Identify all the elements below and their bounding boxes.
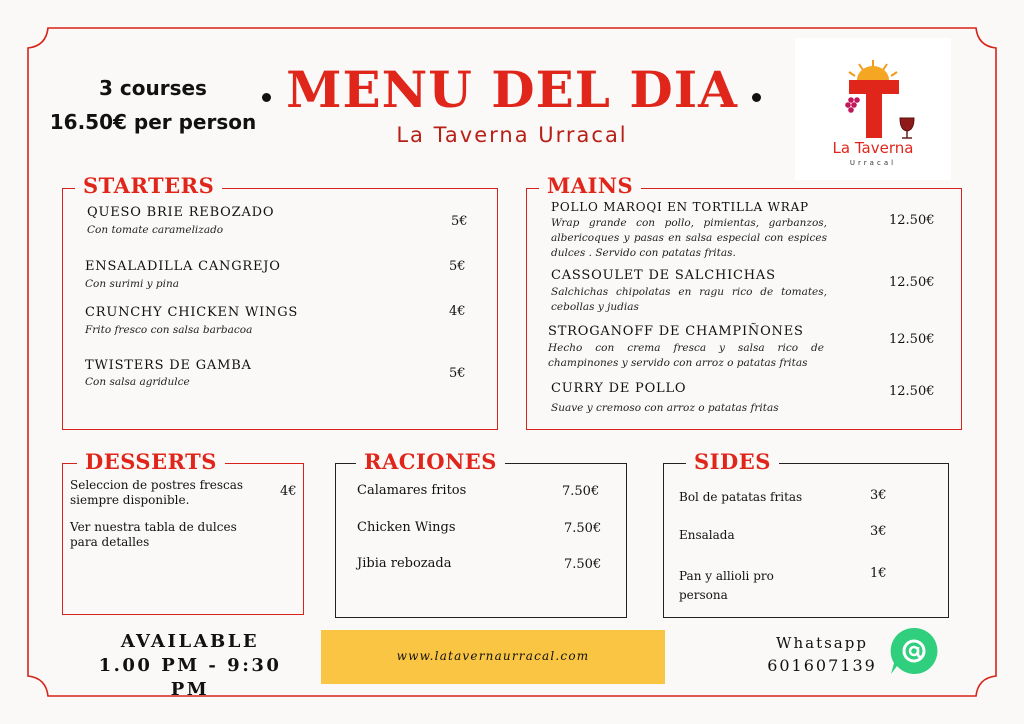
racion-1-price: 7.50€ [562, 484, 600, 499]
whatsapp-at-icon[interactable] [887, 625, 941, 677]
racion-2-name: Chicken Wings [357, 520, 456, 535]
availability-hours: 1.00 PM - 9:30 PM [98, 655, 282, 700]
logo-tagline: Urracal [849, 159, 897, 167]
main-2-name: CASSOULET DE SALCHICHAS [551, 268, 776, 283]
main-1-desc: Wrap grande con pollo, pimientas, garbanzos, albericoques y pasas en salsa especial con espices dulces . Servido con patatas fritas. [551, 217, 827, 259]
title-dot-left [262, 93, 271, 102]
side-2-name: Ensalada [679, 528, 735, 542]
dessert-2-text: Ver nuestra tabla de dulces para detalles [70, 520, 237, 549]
starter-3-desc: Frito fresco con salsa barbacoa [85, 324, 253, 336]
main-1-name: POLLO MAROQI EN TORTILLA WRAP [551, 200, 809, 214]
website-link[interactable]: www.latavernaurracal.com [396, 649, 590, 663]
starter-4-price: 5€ [449, 366, 466, 381]
main-4-desc: Suave y cremoso con arroz o patatas fritas [551, 402, 779, 414]
dessert-1-price: 4€ [280, 484, 297, 499]
starters-title: STARTERS [75, 174, 222, 198]
starter-2-desc: Con surimi y pina [85, 278, 180, 290]
main-3-name: STROGANOFF DE CHAMPIÑONES [548, 324, 804, 339]
main-4-name: CURRY DE POLLO [551, 381, 687, 396]
side-3-price: 1€ [870, 566, 887, 581]
restaurant-subtitle: La Taverna Urracal [396, 123, 628, 147]
main-3-desc: Hecho con crema fresca y salsa rico de champinones y servido con arroz o patatas fritas [548, 342, 824, 369]
side-2-price: 3€ [870, 524, 887, 539]
desserts-title: DESSERTS [77, 450, 225, 474]
side-1-name: Bol de patatas fritas [679, 490, 803, 504]
promo-courses: 3 courses [99, 76, 207, 100]
page-title: MENU DEL DIA [286, 60, 738, 119]
starter-2-name: ENSALADILLA CANGREJO [85, 259, 281, 274]
logo-wordmark: La Taverna [832, 139, 914, 157]
starters-section [62, 173, 498, 430]
raciones-section [335, 449, 627, 618]
availability-label: AVAILABLE [120, 631, 260, 652]
main-2-desc: Salchichas chipolatas en ragu rico de tomates, cebollas y judias [551, 286, 827, 313]
desserts-section [62, 449, 304, 615]
starter-1-name: QUESO BRIE REBOZADO [87, 205, 275, 220]
sides-title: SIDES [686, 450, 779, 474]
website-banner [321, 630, 665, 684]
raciones-title: RACIONES [356, 450, 505, 474]
main-4-price: 12.50€ [889, 384, 935, 399]
whatsapp-number[interactable]: 601607139 [767, 656, 877, 675]
starter-2-price: 5€ [449, 259, 466, 274]
main-2-price: 12.50€ [889, 275, 935, 290]
dessert-1-text: Seleccion de postres frescas siempre disponible. [70, 478, 244, 507]
mains-title: MAINS [539, 174, 641, 198]
main-1-price: 12.50€ [889, 213, 935, 228]
mains-section [526, 173, 962, 430]
starter-4-name: TWISTERS DE GAMBA [85, 358, 252, 373]
racion-1-name: Calamares fritos [357, 483, 467, 498]
starter-4-desc: Con salsa agridulce [85, 376, 190, 388]
promo-price: 16.50€ per person [49, 110, 257, 134]
side-1-price: 3€ [870, 488, 887, 503]
main-3-price: 12.50€ [889, 332, 935, 347]
racion-2-price: 7.50€ [564, 521, 602, 536]
whatsapp-label: Whatsapp [776, 634, 868, 652]
starter-3-name: CRUNCHY CHICKEN WINGS [85, 305, 299, 320]
racion-3-price: 7.50€ [564, 557, 602, 572]
starter-3-price: 4€ [449, 304, 466, 319]
sides-section [663, 449, 949, 618]
side-3-name: Pan y allioli pro persona [679, 569, 774, 602]
restaurant-logo [795, 38, 951, 180]
starter-1-price: 5€ [451, 214, 468, 229]
racion-3-name: Jibia rebozada [357, 556, 452, 571]
starter-1-desc: Con tomate caramelizado [87, 224, 224, 236]
title-dot-right [752, 93, 761, 102]
